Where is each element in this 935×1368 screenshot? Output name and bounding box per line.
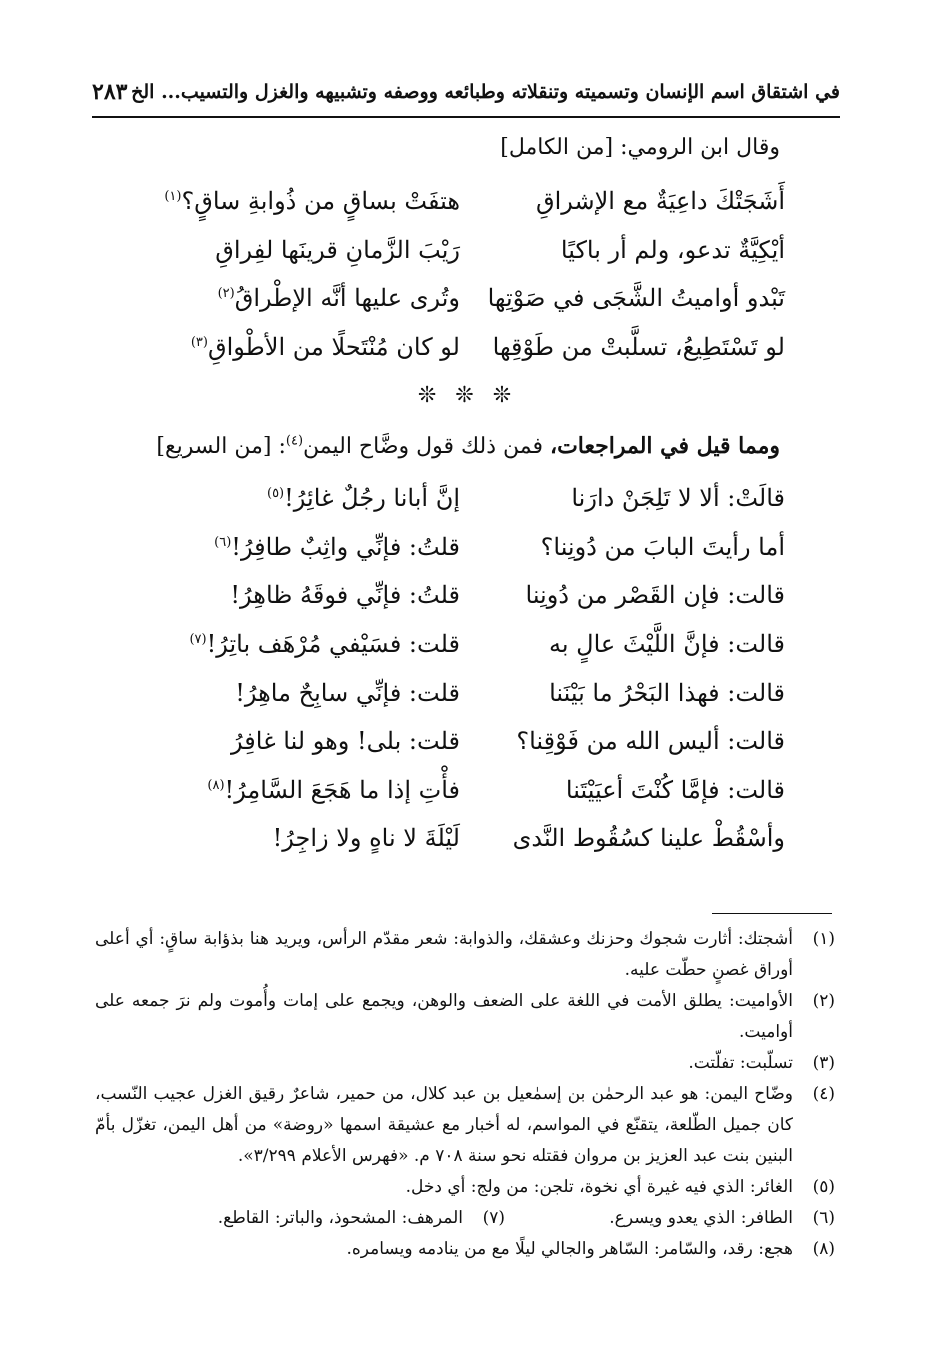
second-hemistich (140, 679, 460, 707)
footnote-marker: (٦) (214, 534, 232, 550)
verse (140, 226, 785, 275)
section-heading: ومما قيل في المراجعات، (550, 433, 780, 459)
header-rule (92, 116, 840, 118)
footnote-marker: (٣) (190, 334, 208, 350)
section-separator: ❊ ❊ ❊ (417, 383, 518, 408)
hemistich-text: لو كان مُنْتَحلًا من الأطْواقِ (207, 332, 460, 361)
section-meter: : [من السريع] (156, 434, 286, 459)
footnote-number: (٥) (812, 1177, 835, 1197)
first-hemistich: قالَتْ: ألا لا تَلِجَنْ دارَنا (571, 484, 785, 513)
footnote-number: (٨) (812, 1239, 835, 1259)
footnote-marker: (٢) (217, 286, 235, 302)
footnote-marker: (١) (164, 189, 182, 205)
footnote (95, 924, 835, 986)
second-hemistich (140, 533, 460, 561)
footnote-rule (712, 913, 832, 914)
footnotes (95, 924, 835, 1265)
second-hemistich (140, 333, 460, 361)
footnote-number: (٦) (812, 1208, 835, 1228)
running-header (92, 72, 840, 112)
footnote-text: هجع: رقد، والسّامر: السّاهر والجالي ليلًا مع من ينادمه ويسامره. (346, 1239, 793, 1259)
second-hemistich (140, 284, 460, 312)
verse (140, 668, 785, 717)
verse (140, 814, 785, 863)
first-hemistich: قالت: فإمَّا كُنْتَ أعيَيْتَنا (565, 775, 785, 804)
page-number: ٢٨٣ (92, 79, 128, 105)
second-hemistich (140, 581, 460, 609)
footnote (95, 1079, 835, 1172)
first-hemistich: تَبْدو أواميتُ الشَّجَى في صَوْتِها (487, 284, 785, 313)
footnote (95, 1172, 835, 1203)
footnote-marker: (٧) (189, 632, 207, 648)
verse (140, 274, 785, 323)
first-hemistich: وأسْقُطْ علينا كسُقُوط النَّدى (512, 824, 785, 853)
second-hemistich (140, 776, 460, 804)
footnote-number: (٧) (482, 1208, 505, 1228)
footnote-text: أشجتك: أثارت شجوك وحزنك وعشقك، والذوابة: شعر مقدّم الرأس، ويريد هنا بذؤابة ساقٍ: أي أعلى أوراق غصنٍ حطّت عليه. (95, 929, 793, 980)
second-hemistich (140, 727, 460, 755)
hemistich-text: وتُرى عليها أنَّه الإطْراقُ (234, 284, 460, 313)
section-intro (156, 433, 780, 459)
hemistich-text: قلت: فسَيْفي مُرْهَف باتِرُ! (206, 630, 460, 659)
hemistich-text: رَيْبَ الزَّمانِ قرينَها لفِراقِ (215, 235, 460, 264)
verse (140, 766, 785, 815)
footnote-text: الغائر: الذي فيه غيرة أي نخوة، تلجن: من ولج: أي دخل. (405, 1177, 793, 1197)
hemistich-text: قلت: فإنِّي سابِحٌ ماهِرُ! (235, 678, 460, 707)
first-hemistich: قالت: فإن القَصْر من دُونِنا (525, 581, 785, 610)
footnote (95, 1048, 835, 1079)
footnote-text: تسلّبت: تفلّتت. (688, 1053, 793, 1073)
footnote (505, 1203, 835, 1234)
hemistich-text: لَيْلَةَ لا ناهٍ ولا زاجِرُ! (272, 824, 460, 853)
verse (140, 571, 785, 620)
footnote-marker: (٤) (285, 433, 304, 449)
footnote-number: (٤) (812, 1084, 835, 1104)
hemistich-text: قلت: بلى! وهو لنا غافِرُ (231, 727, 460, 756)
intro-line: وقال ابن الرومي: [من الكامل] (500, 135, 780, 160)
footnote (175, 1203, 505, 1234)
footnote-text: المرهف: المشحوذ، والباتر: القاطع. (217, 1208, 463, 1228)
footnote-marker: (٥) (266, 486, 285, 502)
second-hemistich (140, 236, 460, 264)
footnote-text: وضّاح اليمن: هو عبد الرحمٰن بن إسمٰعيل بن عبد كلال، من حمير، شاعرٌ رقيق الغزل عجيب النّسب، كان جميل الطّلعة، يتقنّع في المواسم، له أخبار مع عشيقة اسمها «روضة» من أهل اليمن، تغزّل بأمّ البنين بنت عبد العزيز بن مروان فقتله نحو سنة ٧٠٨ م. «فهرس الأعلام ٣/٢٩٩». (95, 1084, 793, 1166)
footnote (95, 986, 835, 1048)
footnote-number: (٣) (812, 1053, 835, 1073)
section-text: فمن ذلك قول وضَّاح اليمن (303, 434, 550, 459)
header-title: في اشتقاق اسم الإنسان وتسميته وتنقلاته وطبائعه ووصفه وتشبيهه والغزل والتسيب... الخ (131, 81, 840, 103)
second-hemistich (140, 484, 460, 512)
footnote-text: الأواميت: يطلق الأمت في اللغة على الضعف والوهن، ويجمع على إمات وأُموت ولم نرَ جمعه على أواميت. (95, 991, 793, 1042)
hemistich-text: قلتُ: فإنِّي واثِبٌ طافِرُ! (231, 532, 460, 561)
footnote-marker: (٨) (207, 777, 225, 793)
footnote-pair (95, 1203, 835, 1234)
verse (140, 717, 785, 766)
footnote (95, 1234, 835, 1265)
first-hemistich: قالت: فهذا البَحْرُ ما بَيْنَنا (549, 678, 785, 707)
footnote-number: (١) (812, 929, 835, 949)
verse (140, 474, 785, 523)
verse (140, 177, 785, 226)
first-hemistich: أَشَجَتْكَ داعِيَةٌ مع الإشراقِ (535, 187, 785, 216)
hemistich-text: هتفَتْ بساقٍ من ذُوابةِ ساقٍ؟ (181, 187, 460, 216)
hemistich-text: فأْتِ إذا ما هَجَعَ السَّامِرُ! (224, 775, 460, 804)
poem-ibn-alrumi (140, 177, 785, 371)
hemistich-text: قلتُ: فإنِّي فوقَهُ ظاهِرُ! (230, 581, 460, 610)
first-hemistich: قالت: أليس الله من فَوْقِنا؟ (516, 727, 785, 756)
verse (140, 523, 785, 572)
poem-waddah-alyaman (140, 474, 785, 863)
verse (140, 323, 785, 372)
second-hemistich (140, 824, 460, 852)
first-hemistich: أيْكِيَّةٌ تدعو، ولم أر باكيًا (560, 235, 785, 264)
hemistich-text: إنَّ أبانا رجُلٌ غائِرُ! (284, 484, 460, 513)
first-hemistich: قالت: فإنَّ اللَّيْثَ عالٍ به (548, 630, 785, 659)
verse (140, 620, 785, 669)
footnote-number: (٢) (812, 991, 835, 1011)
second-hemistich (140, 187, 460, 215)
second-hemistich (140, 630, 460, 658)
first-hemistich: لو تَسْتَطِيعُ، تسلَّبتْ من طَوْقِها (492, 332, 785, 361)
footnote-text: الطافر: الذي يعدو ويسرع. (609, 1208, 793, 1228)
first-hemistich: أما رأيتَ البابَ من دُونِنا؟ (540, 532, 785, 561)
